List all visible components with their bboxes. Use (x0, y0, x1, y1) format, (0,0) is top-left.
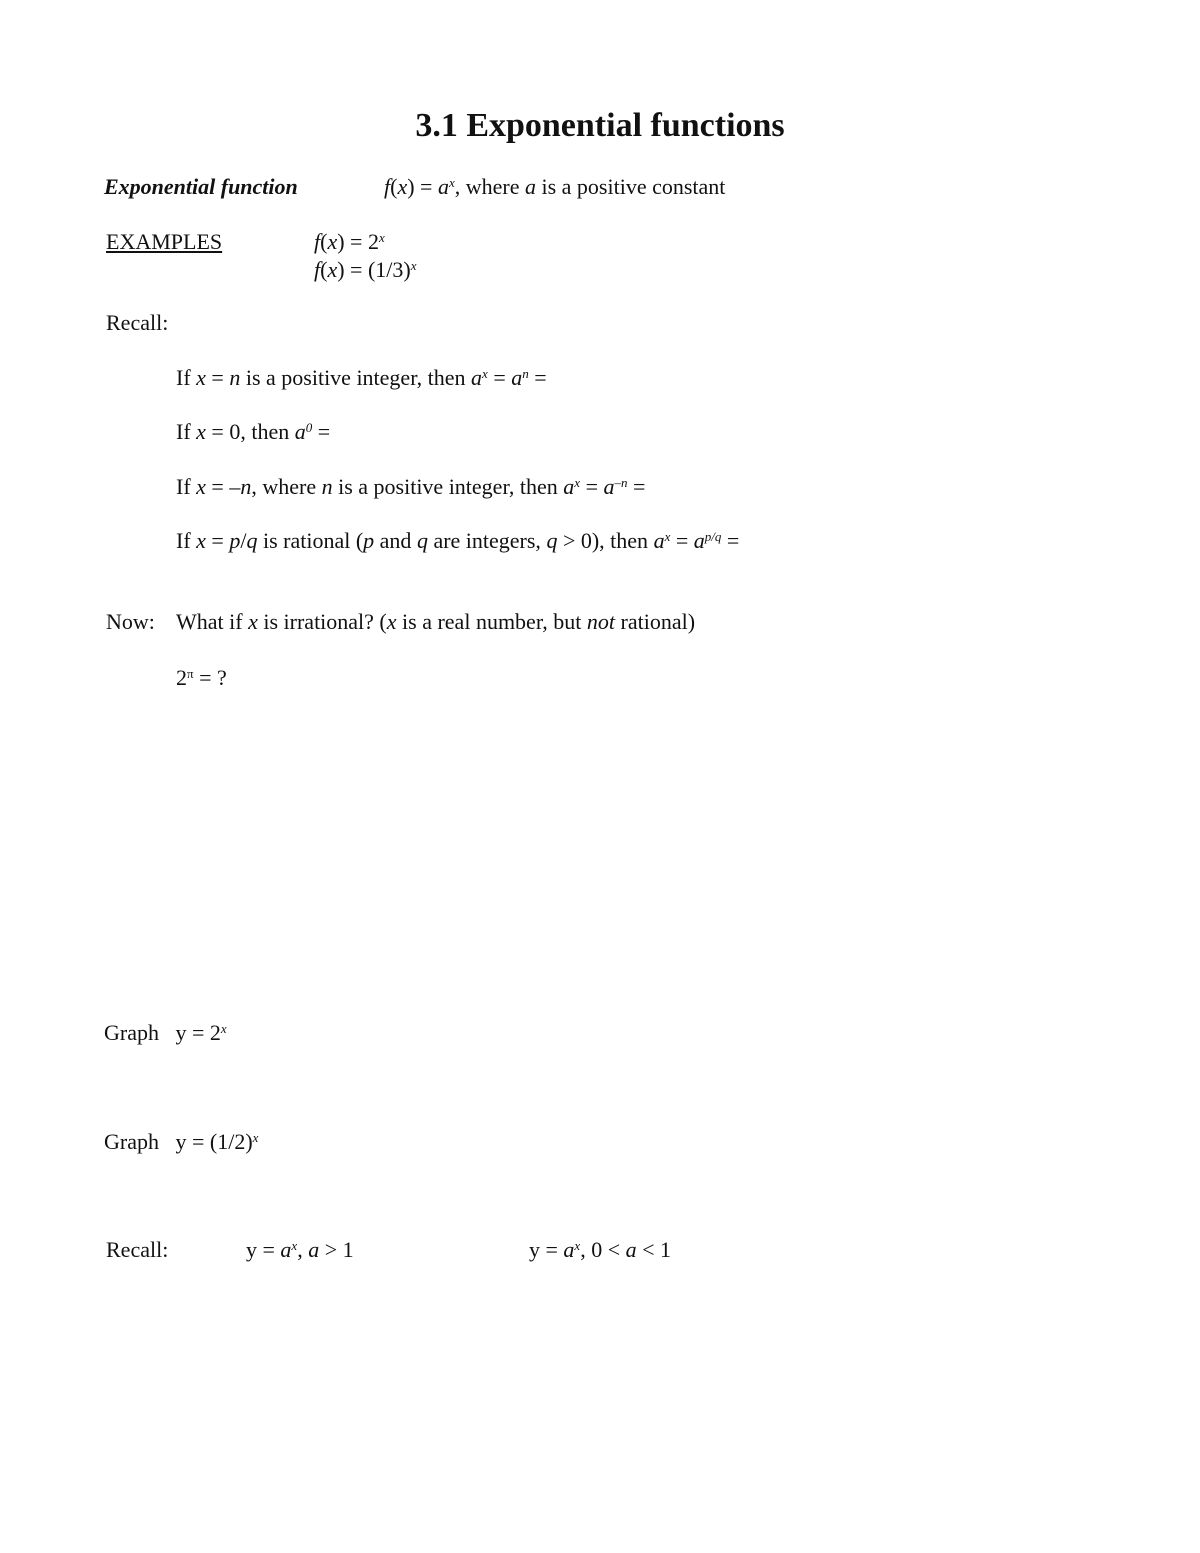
graph-exercise-2: Graph $y = (1/2)^x$ (104, 1129, 259, 1154)
two-to-pi: $2^\pi$ = ? (176, 665, 227, 690)
rule-zero: If x = 0, then $a^0$ = (176, 419, 331, 444)
recall-label-2: Recall: (106, 1237, 169, 1262)
rule-rational: If x = p/q is rational (p and q are integers, q > 0), then $a^x = a^{p/q}$ = (176, 528, 740, 553)
decay-case: $y = a^x$, 0 < a < 1 (529, 1237, 672, 1262)
recall-label: Recall: (106, 310, 169, 335)
definition-formula: $f(x) = a^x$, where a is a positive constant (384, 174, 726, 199)
rule-negative-integer: If x = –n, where n is a positive integer, then $a^x = a^{-n}$ = (176, 474, 646, 499)
growth-case: $y = a^x$, a > 1 (246, 1237, 354, 1262)
irrational-question: What if x is irrational? (x is a real number, but not rational) (176, 609, 696, 634)
page-title: 3.1 Exponential functions (415, 107, 785, 144)
now-label: Now: (106, 609, 155, 634)
graph-exercise-1: Graph $y = 2^x$ (104, 1020, 227, 1045)
rule-positive-integer: If x = n is a positive integer, then $a^x = a^n$ = (176, 365, 547, 390)
examples-label: EXAMPLES (106, 229, 223, 254)
example-2: $f(x) = (1/3)^x$ (314, 257, 417, 282)
example-1: $f(x) = 2^x$ (314, 229, 385, 254)
definition-term: Exponential function (104, 174, 298, 199)
